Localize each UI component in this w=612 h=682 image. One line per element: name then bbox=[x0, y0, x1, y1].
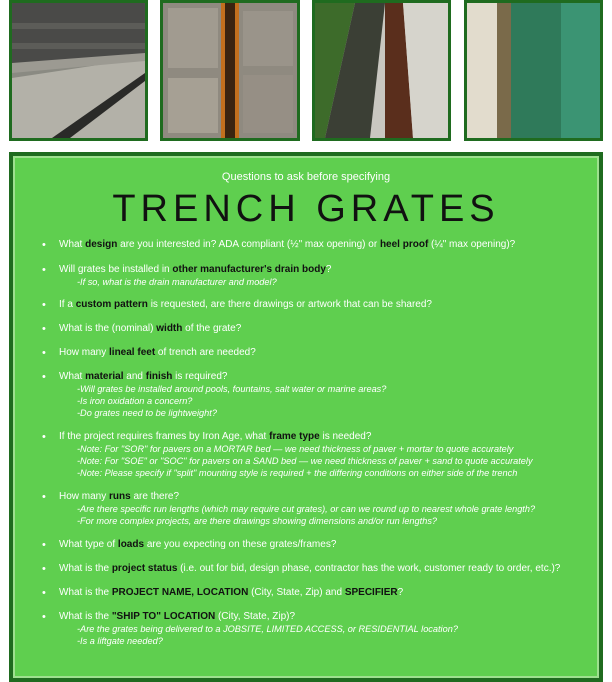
question-text bbox=[59, 347, 593, 359]
question-segment: (i.e. out for bid, design phase, contractor has the work, customer ready to order, etc.)? bbox=[177, 563, 561, 574]
question-note: -Is iron oxidation a concern? bbox=[77, 396, 193, 406]
bullet-icon: • bbox=[42, 491, 46, 503]
question-item bbox=[42, 611, 593, 647]
question-segment: is requested, are there drawings or artwork that can be shared? bbox=[147, 299, 432, 310]
question-keyword: runs bbox=[109, 491, 131, 502]
question-text bbox=[59, 491, 593, 503]
question-segment: If a bbox=[59, 299, 76, 310]
question-segment: If the project requires frames by Iron Age, what bbox=[59, 431, 270, 442]
bullet-icon: • bbox=[42, 563, 46, 575]
question-keyword: project status bbox=[111, 563, 178, 574]
question-segment: What is the bbox=[59, 563, 112, 574]
bullet-icon: • bbox=[42, 611, 46, 623]
question-segment: are you expecting on these grates/frames? bbox=[144, 539, 337, 550]
questions-panel bbox=[9, 152, 603, 682]
question-keyword: SPECIFIER bbox=[344, 587, 398, 598]
question-note: -Will grates be installed around pools, fountains, salt water or marine areas? bbox=[77, 384, 387, 394]
question-text bbox=[59, 371, 593, 383]
question-item bbox=[42, 299, 593, 311]
question-segment: are you interested in? ADA compliant (½" max opening) or bbox=[117, 239, 380, 250]
bullet-icon: • bbox=[42, 371, 46, 383]
question-segment: What is the bbox=[59, 611, 112, 622]
bullet-icon: • bbox=[42, 431, 46, 443]
question-segment: (City, State, Zip)? bbox=[215, 611, 296, 622]
question-segment: are there? bbox=[130, 491, 180, 502]
question-item bbox=[42, 491, 593, 527]
question-item bbox=[42, 563, 593, 575]
question-keyword: other manufacturer's drain body bbox=[172, 264, 326, 275]
question-text bbox=[59, 239, 593, 251]
question-item bbox=[42, 347, 593, 359]
photo-green-mosaic-grate bbox=[464, 0, 603, 141]
question-note: -For more complex projects, are there drawings showing dimensions and/or run lengths? bbox=[77, 516, 438, 526]
question-keyword: frame type bbox=[269, 431, 320, 442]
question-note: -Are there specific run lengths (which may require cut grates), or can we round up to nearest whole grate length? bbox=[77, 504, 536, 514]
question-text bbox=[59, 587, 593, 599]
question-text bbox=[59, 323, 593, 335]
photo-garden-walkway-grate bbox=[312, 0, 451, 141]
bullet-icon: • bbox=[42, 239, 46, 251]
question-keyword: finish bbox=[145, 371, 173, 382]
question-segment: What is the bbox=[59, 587, 112, 598]
question-note: -Is a liftgate needed? bbox=[77, 636, 163, 646]
question-segment: What bbox=[59, 371, 86, 382]
question-text bbox=[59, 264, 593, 276]
question-note: -Note: For "SOE" or "SOC" for pavers on a SAND bed — we need thickness of paver + sand to quote accurately bbox=[77, 456, 533, 466]
question-note: -Note: Please specify if "split" mounting style is required + the differing conditions on either side of the trench bbox=[77, 468, 518, 478]
question-segment: (City, State, Zip) and bbox=[248, 587, 345, 598]
question-keyword: custom pattern bbox=[75, 299, 148, 310]
question-segment: What type of bbox=[59, 539, 118, 550]
question-segment: (¼" max opening)? bbox=[428, 239, 516, 250]
bullet-icon: • bbox=[42, 264, 46, 276]
question-text bbox=[59, 299, 593, 311]
question-item bbox=[42, 587, 593, 599]
question-segment: Will grates be installed in bbox=[59, 264, 173, 275]
question-item bbox=[42, 239, 593, 251]
photo-stone-wall-grate bbox=[9, 0, 148, 141]
question-note: -Are the grates being delivered to a JOBSITE, LIMITED ACCESS, or RESIDENTIAL location? bbox=[77, 624, 458, 634]
bullet-icon: • bbox=[42, 587, 46, 599]
question-keyword: width bbox=[156, 323, 183, 334]
question-text bbox=[59, 563, 593, 575]
question-keyword: loads bbox=[117, 539, 145, 550]
question-item bbox=[42, 264, 593, 288]
question-segment: ? bbox=[325, 264, 332, 275]
question-keyword: material bbox=[85, 371, 124, 382]
question-segment: How many bbox=[59, 347, 110, 358]
question-note: -Note: For "SOR" for pavers on a MORTAR bed — we need thickness of paver + mortar to quote accurately bbox=[77, 444, 514, 454]
question-keyword: PROJECT NAME, LOCATION bbox=[111, 587, 249, 598]
bullet-icon: • bbox=[42, 347, 46, 359]
question-segment: What bbox=[59, 239, 86, 250]
question-segment: ? bbox=[397, 587, 404, 598]
page-title: TRENCH GRATES bbox=[112, 188, 500, 230]
question-keyword: heel proof bbox=[379, 239, 429, 250]
question-item bbox=[42, 431, 593, 479]
bullet-icon: • bbox=[42, 323, 46, 335]
question-keyword: lineal feet bbox=[109, 347, 156, 358]
question-segment: and bbox=[123, 371, 146, 382]
question-note: -If so, what is the drain manufacturer and model? bbox=[77, 277, 277, 287]
question-note: -Do grates need to be lightweight? bbox=[77, 408, 217, 418]
question-segment: How many bbox=[59, 491, 110, 502]
question-segment: of the grate? bbox=[182, 323, 242, 334]
question-segment: is needed? bbox=[319, 431, 372, 442]
question-item bbox=[42, 539, 593, 551]
question-item bbox=[42, 371, 593, 419]
photo-orange-greek-key-grate bbox=[160, 0, 300, 141]
question-item bbox=[42, 323, 593, 335]
question-segment: of trench are needed? bbox=[155, 347, 256, 358]
bullet-icon: • bbox=[42, 299, 46, 311]
question-text bbox=[59, 431, 593, 443]
bullet-icon: • bbox=[42, 539, 46, 551]
question-keyword: design bbox=[85, 239, 118, 250]
question-segment: is required? bbox=[172, 371, 228, 382]
question-text bbox=[59, 539, 593, 551]
question-text bbox=[59, 611, 593, 623]
panel-subtitle: Questions to ask before specifying bbox=[221, 171, 391, 183]
question-segment: What is the (nominal) bbox=[59, 323, 157, 334]
question-keyword: "SHIP TO" LOCATION bbox=[111, 611, 216, 622]
